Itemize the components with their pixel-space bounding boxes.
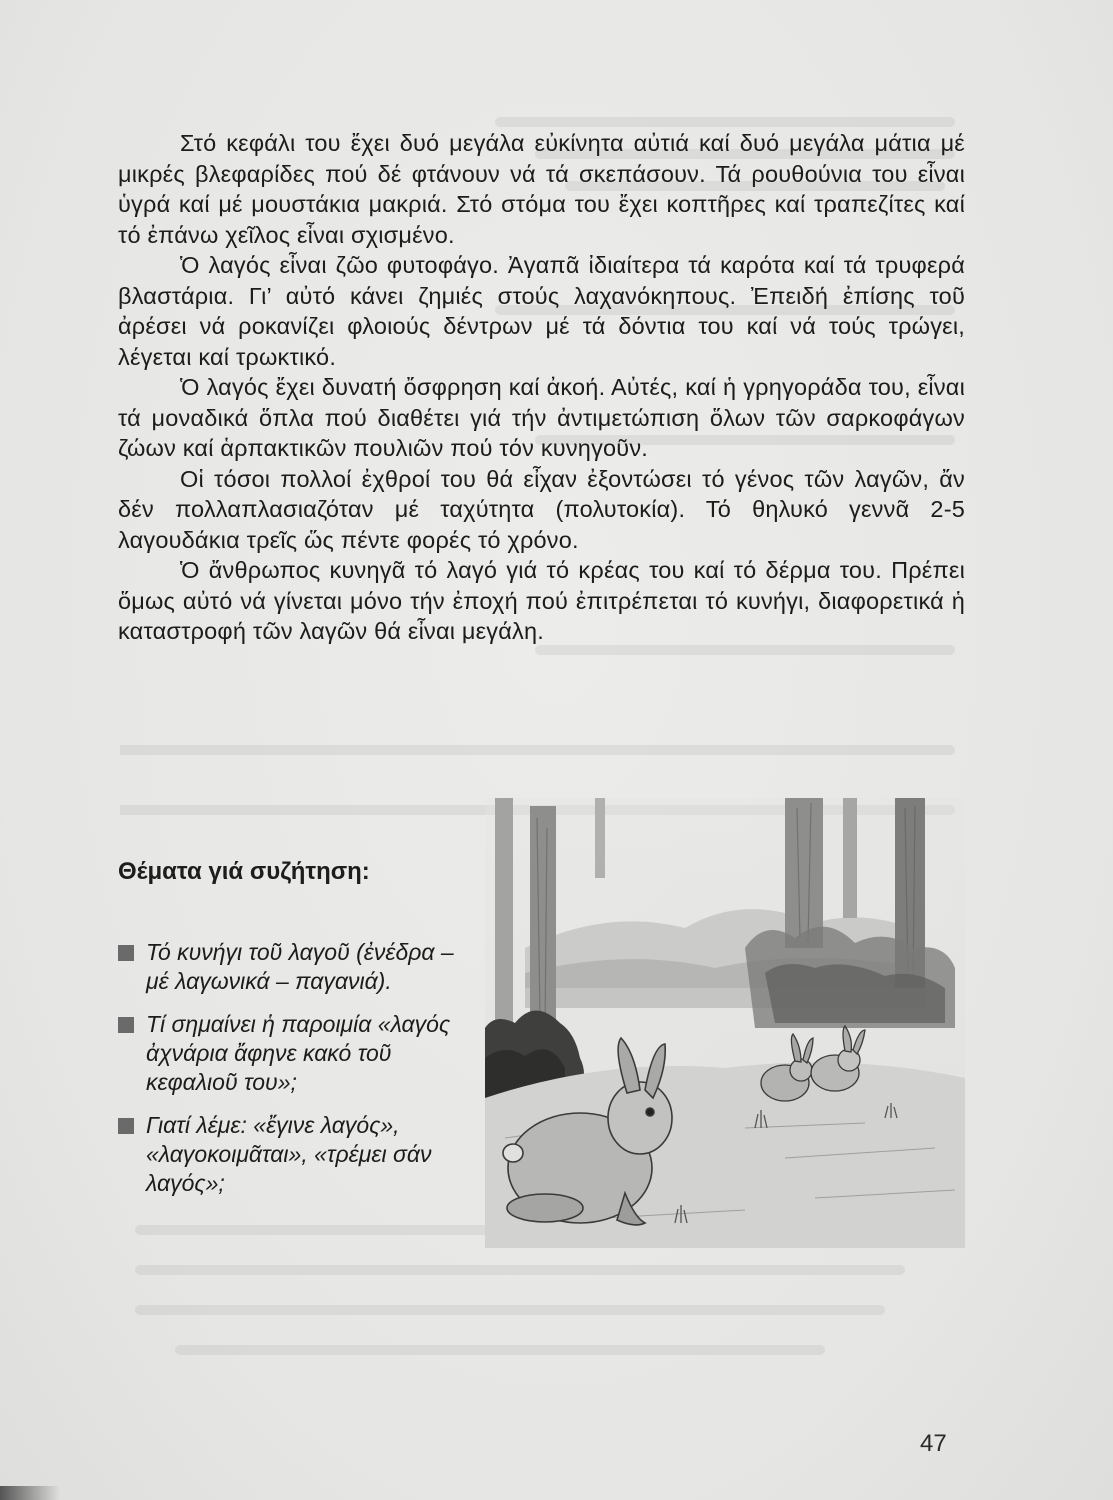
topic-item (118, 1111, 478, 1198)
main-text (118, 128, 965, 647)
discussion-topics (118, 938, 478, 1212)
topic-text: Γιατί λέμε: «ἔγινε λαγός», «λαγοκοιμᾶται», «τρέμει σάν λαγός»; (146, 1112, 432, 1196)
topic-item (118, 938, 478, 996)
page-number: 47 (920, 1430, 947, 1457)
scan-edge-shadow (0, 1486, 60, 1500)
topic-item (118, 1010, 478, 1097)
topic-text: Τί σημαίνει ἡ παροιμία «λαγός ἀχνάρια ἄφηνε κακό τοῦ κεφαλιοῦ του»; (146, 1011, 451, 1095)
paragraph-diet: Ὁ λαγός εἶναι ζῶο φυτοφάγο. Ἀγαπᾶ ἰδιαίτερα τά καρότα καί τά τρυφερά βλαστάρια. Γι’ αὐτό κάνει ζημιές στούς λαχανόκηπους. Ἐπειδή ἐπίσης τοῦ ἀρέσει νά ροκανίζει φλοιούς δέντρων μέ τά δόντια του καί νά τούς τρώγει, λέγεται καί τρωκτικό. (118, 252, 965, 370)
topic-text: Τό κυνήγι τοῦ λαγοῦ (ἐνέδρα – μέ λαγωνικά – παγανιά). (146, 939, 454, 994)
square-bullet-icon (118, 1017, 134, 1033)
square-bullet-icon (118, 945, 134, 961)
discussion-heading: Θέματα γιά συζήτηση: (118, 858, 370, 885)
paragraph-hunting: Ὁ ἄνθρωπος κυνηγᾶ τό λαγό γιά τό κρέας του καί τό δέρμα του. Πρέπει ὅμως αὐτό νά γίνεται μόνο τήν ἐποχή πού ἐπιτρέπεται τό κυνήγι, διαφορετικά ἡ καταστροφή τῶν λαγῶν θά εἶναι μεγάλη. (118, 557, 965, 644)
paragraph-senses: Ὁ λαγός ἔχει δυνατή ὄσφρηση καί ἀκοή. Αὐτές, καί ἡ γρηγοράδα του, εἶναι τά μοναδικά ὅπλα πού διαθέτει γιά τήν ἀντιμετώπιση ὅλων τῶν σαρκοφάγων ζώων καί ἁρπακτικῶν πουλιῶν πού τόν κυνηγοῦν. (118, 374, 965, 461)
hares-illustration (485, 798, 965, 1248)
paragraph-head-features: Στό κεφάλι του ἔχει δυό μεγάλα εὐκίνητα αὐτιά καί δυό μεγάλα μάτια μέ μικρές βλεφαρίδες πού δέ φτάνουν νά τά σκεπάσουν. Τά ρουθούνια του εἶναι ὑγρά καί μέ μουστάκια μακριά. Στό στόμα του ἔχει κοπτῆρες καί τραπεζίτες καί τό ἐπάνω χεῖλος εἶναι σχισμένο. (118, 130, 965, 248)
paragraph-reproduction: Οἱ τόσοι πολλοί ἐχθροί του θά εἶχαν ἐξοντώσει τό γένος τῶν λαγῶν, ἄν δέν πολλαπλασιαζόταν μέ ταχύτητα (πολυτοκία). Τό θηλυκό γεννᾶ 2-5 λαγουδάκια τρεῖς ὥς πέντε φορές τό χρόνο. (118, 465, 965, 553)
square-bullet-icon (118, 1118, 134, 1134)
